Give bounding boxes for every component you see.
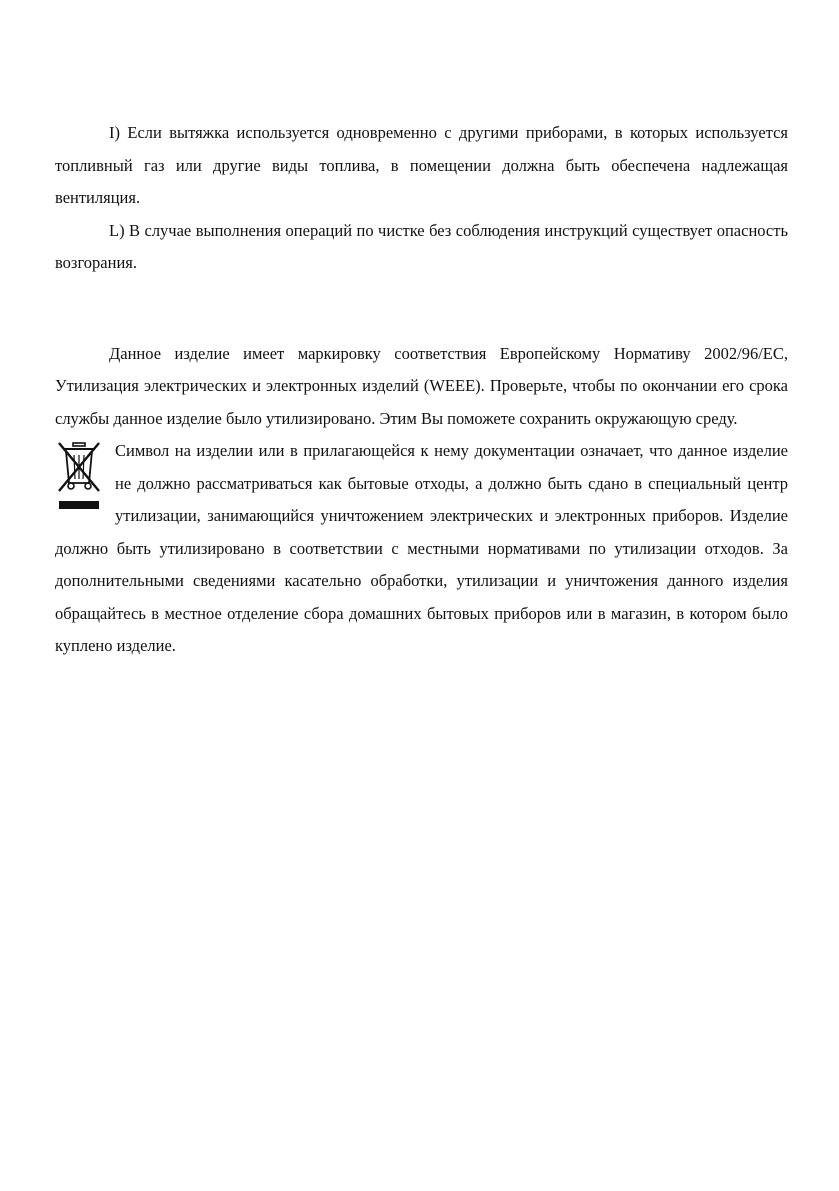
paragraph-symbol-meaning: Символ на изделии или в прилагающейся к нему документации означает, что данное изделие не должно рассматриваться как бытовые отходы, а должно быть сдано в специальный центр утилизации, занимающийся уничтожением электрических и электронных приборов. Изделие должно быть утилизировано в соответствии с местными нормативами по утилизации отходов. За дополнительными сведениями касательно обработки, утилизации и уничтожения данного изделия обращайтесь в местное отделение сбора домашних бытовых приборов или в магазин, в котором было куплено изделие. [55,441,788,655]
paragraph-ventilation: I) Если вытяжка используется одновременно с другими приборами, в которых используется топливный газ или другие виды топлива, в помещении должна быть обеспечена надлежащая вентиляция. [55,123,788,207]
paragraph-weee-intro: Данное изделие имеет маркировку соответствия Европейскому Нормативу 2002/96/EC, Утилизация электрических и электронных изделий (WEEE). Проверьте, чтобы по окончании его срока службы данное изделие было утилизировано. Этим Вы поможете сохранить окружающую среду. [55,343,788,428]
document-page [55,117,788,663]
section-spacer [55,280,788,338]
paragraph-fire-hazard: L) В случае выполнения операций по чистке без соблюдения инструкций существует опасность возгорания. [55,220,788,272]
weee-symbol-block [55,435,788,663]
crossed-out-wheelie-bin-icon [55,439,103,515]
